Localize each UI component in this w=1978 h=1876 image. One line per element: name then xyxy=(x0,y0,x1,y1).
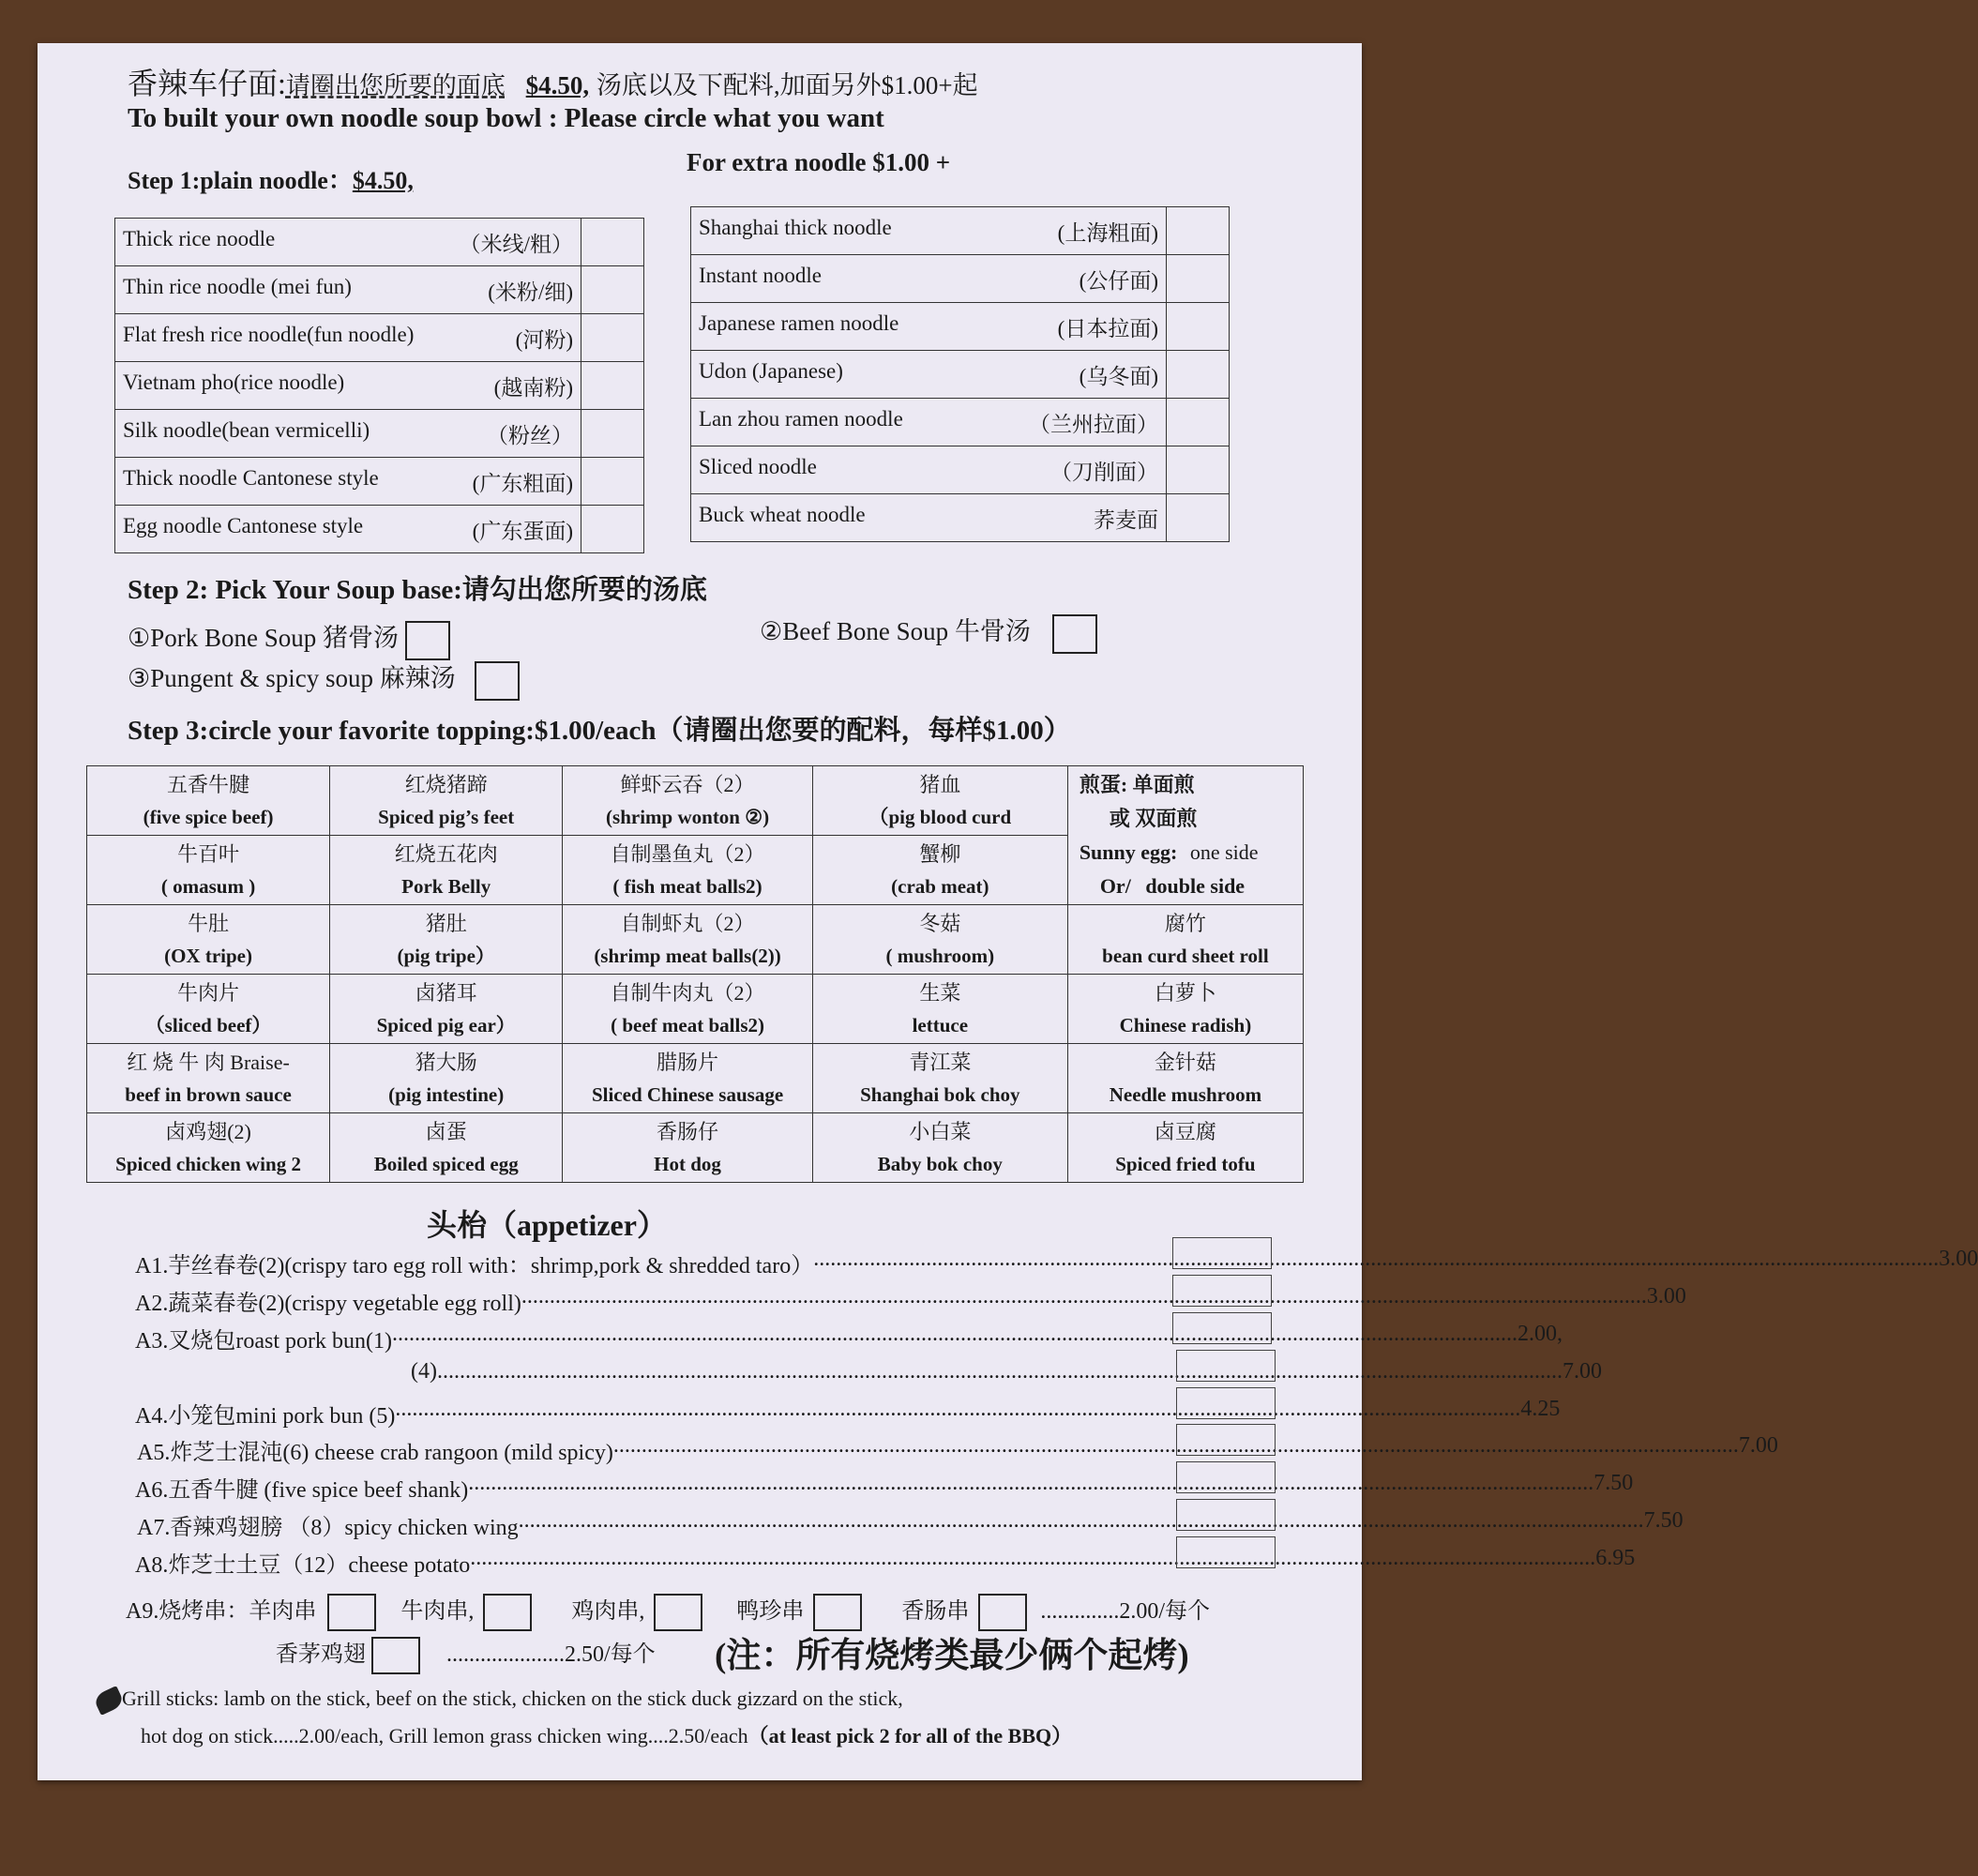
appetizer-item xyxy=(135,1322,1563,1354)
appetizer-label: A8.炸芝士土豆（12）cheese potato xyxy=(135,1553,471,1578)
topping-table xyxy=(86,765,1304,1183)
appetizer-qty-box[interactable] xyxy=(1172,1275,1272,1307)
topping-cell[interactable] xyxy=(1067,1044,1303,1113)
noodle-name xyxy=(691,255,1167,303)
appetizer-qty-box[interactable] xyxy=(1176,1499,1276,1531)
topping-en: Spiced pig ear） xyxy=(376,1013,516,1036)
topping-cell[interactable] xyxy=(330,766,563,836)
extra-noodle-note: For extra noodle $1.00 + xyxy=(687,148,951,176)
appetizer-item xyxy=(411,1359,1602,1384)
topping-cell[interactable] xyxy=(563,975,813,1044)
topping-en: (pig tripe） xyxy=(397,944,495,967)
topping-en: (crab meat) xyxy=(891,874,989,898)
noodle-en: Sliced noodle xyxy=(699,454,817,478)
soup-pork: ①Pork Bone Soup 猪骨汤 xyxy=(128,617,450,660)
noodle-row[interactable] xyxy=(115,266,644,314)
appetizer-qty-box[interactable] xyxy=(1172,1312,1272,1344)
noodle-row[interactable] xyxy=(691,399,1230,446)
appetizer-label: A4.小笼包mini pork bun (5) xyxy=(135,1404,396,1429)
noodle-cn: (广东蛋面) xyxy=(472,519,573,543)
noodle-check-cell[interactable] xyxy=(1167,446,1230,494)
topping-cn: 卤猪耳 xyxy=(415,980,477,1005)
appetizer-price: 3.00 xyxy=(1646,1284,1686,1309)
appetizer-title: 头枱（appetizer） xyxy=(427,1208,667,1242)
topping-cn: 白萝卜 xyxy=(1154,980,1216,1005)
leader-dots: ........................................................................................................................................................................................................ xyxy=(813,1247,1940,1271)
topping-cell[interactable] xyxy=(812,1113,1067,1183)
noodle-cn: (乌冬面) xyxy=(1079,364,1158,388)
soup-beef: ②Beef Bone Soup 牛骨汤 xyxy=(760,611,1097,654)
topping-row xyxy=(87,766,1304,836)
topping-en: ( fish meat balls2) xyxy=(612,874,763,898)
leader-dots: ........................................................................................................................................................................................................ xyxy=(468,1471,1594,1495)
noodle-cn: （米线/粗） xyxy=(459,232,573,256)
appetizer-qty-box[interactable] xyxy=(1176,1350,1276,1382)
noodle-check-cell[interactable] xyxy=(581,458,644,506)
topping-en: (shrimp wonton ②) xyxy=(606,805,770,828)
noodle-en: Silk noodle(bean vermicelli) xyxy=(123,417,370,442)
appetizer-item xyxy=(135,1433,1778,1466)
appetizer-qty-box[interactable] xyxy=(1176,1424,1276,1456)
noodle-row[interactable] xyxy=(115,219,644,266)
noodle-en: Buck wheat noodle xyxy=(699,502,866,526)
noodle-row[interactable] xyxy=(691,207,1230,255)
a9-wing-checkbox[interactable] xyxy=(371,1637,420,1674)
topping-cn: 自制牛肉丸（2） xyxy=(610,980,765,1005)
a9-line: A9.烧烤串：羊肉串 牛肉串, 鸡肉串, 鸭珍串 香肠串 ..............2.00/每个 xyxy=(126,1592,1210,1631)
noodle-cn: (越南粉) xyxy=(493,375,573,400)
appetizer-qty-box[interactable] xyxy=(1172,1237,1272,1269)
topping-en: Baby bok choy xyxy=(877,1152,1003,1175)
topping-en: bean curd sheet roll xyxy=(1102,944,1269,967)
noodle-en: Shanghai thick noodle xyxy=(699,215,892,239)
grill-line-2: hot dog on stick.....2.00/each, Grill lemon grass chicken wing....2.50/each（at least pick 2 for all of the BBQ） xyxy=(141,1724,1073,1747)
noodle-name xyxy=(115,314,581,362)
topping-cn: 红烧猪蹄 xyxy=(404,772,488,796)
noodle-name xyxy=(691,351,1167,399)
topping-row xyxy=(87,905,1304,975)
topping-cn: 冬菇 xyxy=(919,911,961,935)
topping-cell[interactable] xyxy=(1067,975,1303,1044)
appetizer-label: A6.五香牛腱 (five spice beef shank) xyxy=(135,1478,469,1503)
appetizer-qty-box[interactable] xyxy=(1176,1387,1276,1419)
topping-cell[interactable] xyxy=(1067,1113,1303,1183)
topping-cn: 自制虾丸（2） xyxy=(620,911,755,935)
grill-line-1: Grill sticks: lamb on the stick, beef on the stick, chicken on the stick duck gizzard on the stick, xyxy=(96,1687,903,1711)
topping-cn: 牛百叶 xyxy=(177,841,240,866)
topping-cn: 腐竹 xyxy=(1164,911,1206,935)
noodle-en: Thin rice noodle (mei fun) xyxy=(123,274,352,298)
topping-en: (OX tripe) xyxy=(164,944,252,967)
topping-cell[interactable] xyxy=(330,905,563,975)
topping-cell[interactable] xyxy=(330,1044,563,1113)
noodle-row[interactable] xyxy=(691,351,1230,399)
noodle-en: Thick rice noodle xyxy=(123,226,276,250)
topping-cn: 香肠仔 xyxy=(657,1119,719,1143)
topping-cn: 蟹柳 xyxy=(919,841,961,866)
topping-cn: 腊肠片 xyxy=(657,1050,719,1074)
egg-cell[interactable] xyxy=(1067,766,1303,905)
a9-lamb-checkbox[interactable] xyxy=(327,1594,376,1631)
noodle-cn: (广东粗面) xyxy=(472,471,573,495)
topping-cell[interactable] xyxy=(812,975,1067,1044)
appetizer-label: A3.叉烧包roast pork bun(1) xyxy=(135,1329,392,1354)
leader-dots: ........................................................................................................................................................................................................ xyxy=(518,1508,1644,1533)
egg-en-3b: one side xyxy=(1189,840,1259,864)
noodle-name xyxy=(691,399,1167,446)
topping-cell[interactable] xyxy=(563,905,813,975)
noodle-cn: （粉丝） xyxy=(487,423,573,447)
egg-en-4b: double side xyxy=(1145,873,1246,898)
noodle-en: Udon (Japanese) xyxy=(699,358,843,383)
topping-row xyxy=(87,975,1304,1044)
topping-cell[interactable] xyxy=(87,905,330,975)
egg-en-4: Or/ xyxy=(1099,873,1131,898)
appetizer-item xyxy=(135,1546,1636,1579)
noodle-row[interactable] xyxy=(115,506,644,553)
step2-title: Step 2: Pick Your Soup base:请勾出您所要的汤底 xyxy=(128,575,707,605)
topping-cell[interactable] xyxy=(87,766,330,836)
topping-cell[interactable] xyxy=(563,836,813,905)
topping-cn: 卤蛋 xyxy=(425,1119,467,1143)
soup-beef-checkbox[interactable] xyxy=(1052,614,1097,654)
topping-row xyxy=(87,1113,1304,1183)
appetizer-item xyxy=(135,1471,1634,1504)
appetizer-price: 7.00 xyxy=(1562,1359,1602,1384)
appetizer-price: 6.95 xyxy=(1595,1546,1636,1570)
noodle-check-cell[interactable] xyxy=(1167,207,1230,255)
topping-en: Hot dog xyxy=(654,1152,721,1175)
topping-en: ( beef meat balls2) xyxy=(611,1013,764,1036)
noodle-name xyxy=(691,303,1167,351)
appetizer-qty-box[interactable] xyxy=(1176,1536,1276,1568)
noodle-check-cell[interactable] xyxy=(581,314,644,362)
noodle-row[interactable] xyxy=(115,314,644,362)
step3-title: Step 3:circle your favorite topping:$1.00/each（请圈出您要的配料，每样$1.00） xyxy=(128,716,1071,746)
appetizer-price: 7.50 xyxy=(1643,1508,1684,1533)
topping-cn: 鲜虾云吞（2） xyxy=(620,772,755,796)
topping-cn: 牛肚 xyxy=(188,911,230,935)
topping-cell[interactable] xyxy=(330,1113,563,1183)
leader-dots: ........................................................................................................................................................................................................ xyxy=(470,1546,1596,1570)
topping-en: Spiced chicken wing 2 xyxy=(115,1152,301,1175)
noodle-name xyxy=(691,446,1167,494)
appetizer-item xyxy=(135,1508,1684,1541)
noodle-en: Lan zhou ramen noodle xyxy=(699,406,903,431)
appetizer-item xyxy=(135,1397,1561,1430)
topping-en: （pig blood curd xyxy=(868,805,1012,828)
topping-en: Needle mushroom xyxy=(1109,1082,1262,1106)
noodle-name xyxy=(115,410,581,458)
topping-en: ( mushroom) xyxy=(885,944,995,967)
topping-cell[interactable] xyxy=(87,836,330,905)
topping-en: (pig intestine) xyxy=(388,1082,505,1106)
noodle-en: Japanese ramen noodle xyxy=(699,310,899,335)
topping-cn: 红烧五花肉 xyxy=(394,841,498,866)
a9-chicken-checkbox[interactable] xyxy=(654,1594,702,1631)
noodle-check-cell[interactable] xyxy=(581,362,644,410)
noodle-check-cell[interactable] xyxy=(581,506,644,553)
noodle-cn: (日本拉面) xyxy=(1057,316,1158,340)
appetizer-price: 7.00 xyxy=(1738,1433,1778,1458)
noodle-table-left xyxy=(114,218,644,553)
topping-cell[interactable] xyxy=(87,1044,330,1113)
leader-dots: ........................................................................................................................................................................................................ xyxy=(612,1433,1739,1458)
title-english: To built your own noodle soup bowl : Please circle what you want xyxy=(128,103,884,133)
noodle-check-cell[interactable] xyxy=(1167,303,1230,351)
leader-dots: ........................................................................................................................................................................................................ xyxy=(436,1359,1563,1384)
noodle-row[interactable] xyxy=(691,446,1230,494)
topping-cell[interactable] xyxy=(563,1044,813,1113)
a9-beef-checkbox[interactable] xyxy=(483,1594,532,1631)
topping-en: Chinese radish) xyxy=(1119,1013,1252,1036)
topping-cell[interactable] xyxy=(330,836,563,905)
topping-en: Boiled spiced egg xyxy=(373,1152,519,1175)
appetizer-label: A2.蔬菜春卷(2)(crispy vegetable egg roll) xyxy=(135,1292,521,1316)
noodle-check-cell[interactable] xyxy=(1167,399,1230,446)
topping-cell[interactable] xyxy=(563,766,813,836)
appetizer-item xyxy=(135,1247,1978,1279)
topping-en: Sliced Chinese sausage xyxy=(591,1082,784,1106)
topping-cell[interactable] xyxy=(563,1113,813,1183)
noodle-row[interactable] xyxy=(115,362,644,410)
topping-en: (shrimp meat balls(2)) xyxy=(594,944,781,967)
noodle-name xyxy=(691,207,1167,255)
appetizer-price: 2.00, xyxy=(1517,1322,1563,1346)
appetizer-price: 7.50 xyxy=(1593,1471,1634,1495)
topping-cell[interactable] xyxy=(812,1044,1067,1113)
topping-en: (five spice beef) xyxy=(143,805,274,828)
topping-en: Pork Belly xyxy=(401,874,491,898)
topping-en: （sliced beef） xyxy=(144,1013,272,1036)
noodle-en: Flat fresh rice noodle(fun noodle) xyxy=(123,322,415,346)
topping-cn: 卤鸡翅(2) xyxy=(165,1119,251,1143)
topping-cell[interactable] xyxy=(87,975,330,1044)
noodle-cn: 荞麦面 xyxy=(1094,507,1158,532)
noodle-cn: (上海粗面) xyxy=(1057,220,1158,245)
topping-cell[interactable] xyxy=(812,766,1067,836)
topping-en: lettuce xyxy=(912,1013,969,1036)
noodle-row[interactable] xyxy=(691,255,1230,303)
leader-dots: ........................................................................................................................................................................................................ xyxy=(391,1322,1517,1346)
a9-wing-line: 香茅鸡翅 .....................2.50/每个 xyxy=(276,1635,656,1674)
leader-dots: ........................................................................................................................................................................................................ xyxy=(395,1397,1521,1421)
topping-en: Spiced pig’s feet xyxy=(378,805,515,828)
topping-cell[interactable] xyxy=(812,905,1067,975)
topping-cn: 红 烧 牛 肉 Braise- xyxy=(127,1050,290,1074)
appetizer-item xyxy=(135,1284,1686,1317)
topping-cn: 猪肚 xyxy=(425,911,467,935)
topping-cell[interactable] xyxy=(812,836,1067,905)
appetizer-label: A1.芋丝春卷(2)(crispy taro egg roll with：shrimp,pork & shredded taro） xyxy=(135,1254,814,1278)
egg-cn-2: 或 双面煎 xyxy=(1109,806,1198,830)
appetizer-price: 4.25 xyxy=(1520,1397,1561,1421)
noodle-name xyxy=(115,266,581,314)
topping-cn: 小白菜 xyxy=(909,1119,972,1143)
noodle-check-cell[interactable] xyxy=(581,410,644,458)
noodle-table-right xyxy=(690,206,1230,542)
noodle-en: Thick noodle Cantonese style xyxy=(123,465,379,490)
soup-spicy-checkbox[interactable] xyxy=(475,661,520,701)
topping-cn: 青江菜 xyxy=(909,1050,972,1074)
topping-cell[interactable] xyxy=(330,975,563,1044)
topping-en: beef in brown sauce xyxy=(125,1082,292,1106)
topping-cell[interactable] xyxy=(1067,905,1303,975)
egg-en-3: Sunny egg: xyxy=(1079,840,1178,864)
noodle-check-cell[interactable] xyxy=(581,266,644,314)
noodle-name xyxy=(691,494,1167,542)
title-chinese: 香辣车仔面:请圈出您所要的面底 $4.50, 汤底以及下配料,加面另外$1.00+起 xyxy=(128,67,978,100)
noodle-en: Instant noodle xyxy=(699,263,822,287)
soup-pork-checkbox[interactable] xyxy=(405,621,450,660)
step1-title: Step 1:plain noodle：$4.50, xyxy=(128,167,414,194)
noodle-cn: (米粉/细) xyxy=(488,280,573,304)
noodle-name xyxy=(115,506,581,553)
topping-cn: 猪血 xyxy=(919,772,961,796)
topping-cn: 金针菇 xyxy=(1154,1050,1216,1074)
noodle-row[interactable] xyxy=(115,458,644,506)
noodle-row[interactable] xyxy=(115,410,644,458)
egg-cn-1: 煎蛋: 单面煎 xyxy=(1079,772,1195,796)
menu-sheet xyxy=(38,43,1978,1780)
leader-dots: ........................................................................................................................................................................................................ xyxy=(521,1284,1647,1309)
noodle-en: Egg noodle Cantonese style xyxy=(123,513,364,537)
appetizer-label: A5.炸芝士混沌(6) cheese crab rangoon (mild spicy) xyxy=(137,1441,613,1465)
chili-pepper-icon xyxy=(93,1686,126,1716)
noodle-check-cell[interactable] xyxy=(1167,494,1230,542)
topping-en: ( omasum ) xyxy=(160,874,256,898)
noodle-name xyxy=(115,362,581,410)
soup-spicy: ③Pungent & spicy soup 麻辣汤 xyxy=(128,658,520,701)
noodle-cn: (公仔面) xyxy=(1079,268,1158,293)
topping-cell[interactable] xyxy=(87,1113,330,1183)
bbq-note: (注：所有烧烤类最少俩个起烤) xyxy=(715,1637,1189,1675)
appetizer-qty-box[interactable] xyxy=(1176,1461,1276,1493)
noodle-en: Vietnam pho(rice noodle) xyxy=(123,370,345,394)
topping-en: Shanghai bok choy xyxy=(860,1082,1020,1106)
topping-cn: 牛肉片 xyxy=(177,980,240,1005)
topping-cn: 五香牛腱 xyxy=(167,772,250,796)
noodle-cn: (河粉) xyxy=(515,327,573,352)
topping-en: Spiced fried tofu xyxy=(1115,1152,1256,1175)
noodle-cn: （兰州拉面） xyxy=(1029,412,1158,436)
topping-cn: 卤豆腐 xyxy=(1154,1119,1216,1143)
noodle-check-cell[interactable] xyxy=(1167,351,1230,399)
topping-row xyxy=(87,1044,1304,1113)
appetizer-label: (4) xyxy=(411,1359,437,1384)
topping-cn: 自制墨鱼丸（2） xyxy=(610,841,765,866)
noodle-cn: （刀削面） xyxy=(1050,460,1158,484)
appetizer-price: 3.00 xyxy=(1939,1247,1978,1271)
noodle-name xyxy=(115,458,581,506)
topping-cn: 猪大肠 xyxy=(415,1050,477,1074)
noodle-name xyxy=(115,219,581,266)
noodle-row[interactable] xyxy=(691,494,1230,542)
noodle-row[interactable] xyxy=(691,303,1230,351)
appetizer-label: A7.香辣鸡翅膀 （8）spicy chicken wing xyxy=(137,1516,519,1540)
noodle-check-cell[interactable] xyxy=(581,219,644,266)
noodle-check-cell[interactable] xyxy=(1167,255,1230,303)
topping-cn: 生菜 xyxy=(919,980,961,1005)
